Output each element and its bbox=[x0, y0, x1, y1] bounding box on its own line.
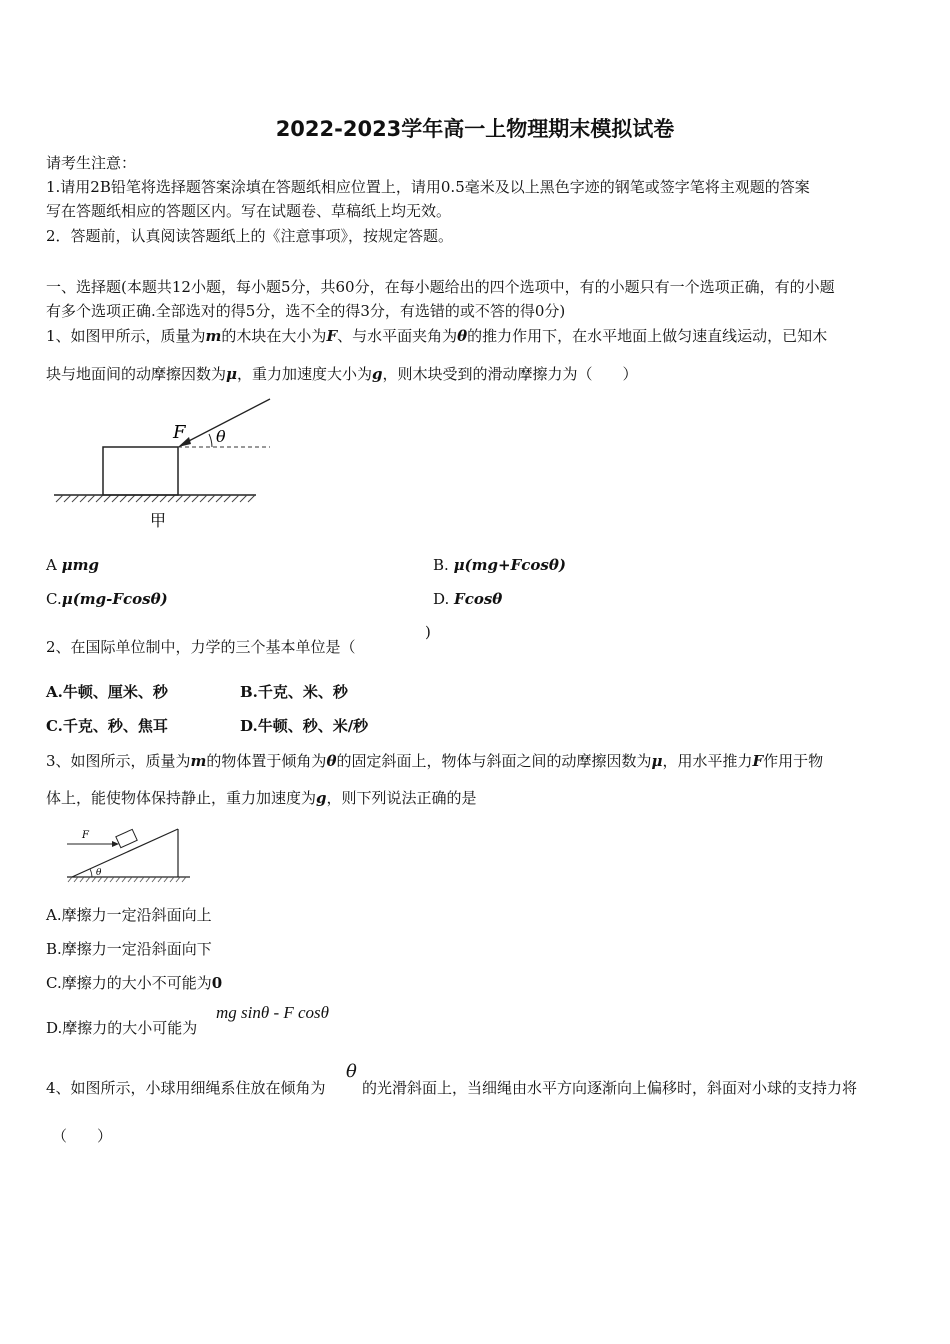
page-title: 2022-2023学年高一上物理期末模拟试卷 bbox=[275, 117, 675, 141]
force-label: F bbox=[173, 422, 186, 443]
q4-stem-line2: （ ） bbox=[52, 1127, 113, 1145]
notice-item1-line2: 写在答题纸相应的答题区内。写在试题卷、草稿纸上均无效。 bbox=[46, 202, 452, 220]
q4-stem-line1-b: 的光滑斜面上，当细绳由水平方向逐渐向上偏移时，斜面对小球的支持力将 bbox=[362, 1079, 858, 1097]
q2-option-c: C.千克、秒、焦耳 bbox=[46, 717, 168, 735]
q3-figure bbox=[62, 822, 197, 887]
figure-caption: 甲 bbox=[150, 511, 167, 530]
block-on-incline bbox=[116, 829, 137, 847]
q3-option-d-formula: mg sinθ - F cosθ bbox=[216, 1003, 330, 1022]
q4-stem-line1-a: 4、如图所示，小球用细绳系住放在倾角为 bbox=[46, 1079, 326, 1097]
section-line1: 一、选择题(本题共12小题，每小题5分，共60分，在每小题给出的四个选项中，有的小题只有一个选项正确，有的小题 bbox=[46, 278, 835, 296]
q3-option-c: C.摩擦力的大小不可能为0 bbox=[46, 974, 223, 992]
q3-option-a: A.摩擦力一定沿斜面向上 bbox=[46, 906, 212, 924]
angle-arc bbox=[90, 869, 92, 877]
force-label: F bbox=[82, 830, 89, 841]
q2-option-b: B.千克、米、秒 bbox=[240, 683, 348, 701]
angle-label: θ bbox=[96, 868, 102, 878]
q4-theta: θ bbox=[346, 1061, 357, 1082]
q3-stem-line2: 体上，能使物体保持静止，重力加速度为g，则下列说法正确的是 bbox=[46, 789, 477, 807]
q3-stem-line1: 3、如图所示，质量为m的物体置于倾角为θ的固定斜面上，物体与斜面之间的动摩擦因数为μ，用水平推力F作用于物 bbox=[46, 752, 824, 770]
q2-close-paren: ) bbox=[425, 623, 431, 641]
q2-option-d: D.牛顿、秒、米/秒 bbox=[240, 717, 369, 735]
q2-stem: 2、在国际单位制中，力学的三个基本单位是（ bbox=[46, 638, 356, 656]
force-line bbox=[183, 399, 270, 444]
q1-option-a: A μmg bbox=[46, 556, 99, 574]
section-line2: 有多个选项正确.全部选对的得5分，选不全的得3分，有选错的或不答的得0分) bbox=[46, 302, 566, 320]
q1-option-b: B. μ(mg+Fcosθ) bbox=[433, 556, 566, 574]
angle-label: θ bbox=[216, 427, 226, 446]
notice-heading: 请考生注意： bbox=[46, 154, 137, 172]
q3-option-b: B.摩擦力一定沿斜面向下 bbox=[46, 940, 212, 958]
q2-option-a: A.牛顿、厘米、秒 bbox=[46, 683, 168, 701]
q1-stem-line2: 块与地面间的动摩擦因数为μ，重力加速度大小为g，则木块受到的滑动摩擦力为（ ） bbox=[46, 365, 638, 383]
q1-figure bbox=[46, 392, 286, 537]
angle-arc bbox=[209, 434, 212, 447]
notice-item1-line1: 1.请用2B铅笔将选择题答案涂填在答题纸相应位置上，请用0.5毫米及以上黑色字迹的钢笔或签字笔将主观题的答案 bbox=[46, 178, 810, 196]
q1-option-c: C.μ(mg-Fcosθ) bbox=[46, 590, 168, 608]
ground-hatching bbox=[56, 495, 255, 502]
notice-item2: 2．答题前，认真阅读答题纸上的《注意事项》，按规定答题。 bbox=[46, 227, 454, 245]
q1-option-d: D. Fcosθ bbox=[433, 590, 503, 608]
wooden-block bbox=[103, 447, 178, 495]
q1-stem-line1: 1、如图甲所示，质量为m的木块在大小为F、与水平面夹角为θ的推力作用下，在水平地面上做匀速直线运动，已知木 bbox=[46, 327, 828, 345]
q3-option-d-text: D.摩擦力的大小可能为 bbox=[46, 1019, 198, 1037]
ground-hatching bbox=[68, 877, 186, 882]
